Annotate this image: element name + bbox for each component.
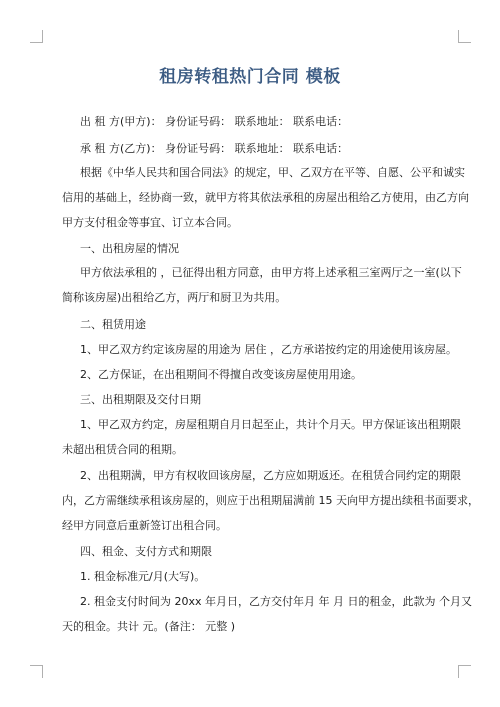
preamble-line-3: 甲方支付租金等事宜、订立本合同。 (62, 216, 238, 229)
section-2-item-2: 2、乙方保证，在出租期间不得擅自改变该房屋使用用途。 (80, 368, 362, 381)
lessor-line: 出 租 方(甲方)： 身份证号码： 联系地址： 联系电话： (80, 115, 349, 128)
section-2-item-1: 1、甲乙双方约定该房屋的用途为 居住 ，乙方承诺按约定的用途使用该房屋。 (80, 343, 457, 356)
lessee-line: 承 租 方(乙方)： 身份证号码： 联系地址： 联系电话： (80, 142, 349, 155)
preamble-line-1: 根据《中华人民共和国合同法》的规定，甲、乙双方在平等、自愿、公平和诚实 (80, 166, 465, 179)
section-3-item-1-line-1: 1、甲乙双方约定，房屋租期自月日起至止，共计个月天。甲方保证该出租期限 (80, 418, 461, 431)
section-heading-3: 三、出租期限及交付日期 (80, 393, 201, 406)
section-3-item-2-line-2: 内，乙方需继续承租该房屋的，则应于出租期届满前 15 天向甲方提出续租书面要求， (62, 494, 479, 507)
section-3-item-1-line-2: 未超出租赁合同的租期。 (62, 443, 183, 456)
section-4-item-2-line-1: 2. 租金支付时间为 20xx 年月日，乙方交付年月 年 月 日的租金，此款为 个月又 (80, 595, 472, 608)
crop-mark-top-left (30, 30, 43, 43)
section-heading-2: 二、租赁用途 (80, 318, 146, 331)
document-title: 租房转租热门合同 模板 (159, 67, 341, 87)
section-4-item-1: 1. 租金标准元/月(大写)。 (80, 570, 206, 583)
section-3-item-2-line-1: 2、出租期满，甲方有权收回该房屋，乙方应如期返还。在租赁合同约定的期限 (80, 469, 461, 482)
section-heading-4: 四、租金、支付方式和期限 (80, 545, 212, 558)
crop-mark-bottom-left (30, 665, 43, 678)
section-3-item-2-line-3: 经甲方同意后重新签订出租合同。 (62, 519, 227, 532)
section-heading-1: 一、出租房屋的情况 (80, 242, 179, 255)
section-1-line-2: 简称该房屋)出租给乙方，两厅和厨卫为共用。 (62, 291, 287, 304)
section-4-item-2-line-2: 天的租金。共计 元。(备注： 元整 ) (62, 620, 236, 633)
crop-mark-top-right (458, 30, 471, 43)
preamble-line-2: 信用的基础上，经协商一致，就甲方将其依法承租的房屋出租给乙方使用，由乙方向 (62, 191, 469, 204)
crop-mark-bottom-right (458, 665, 471, 678)
section-1-line-1: 甲方依法承租的 ，已征得出租方同意，由甲方将上述承租三室两厅之一室(以下 (80, 266, 462, 279)
